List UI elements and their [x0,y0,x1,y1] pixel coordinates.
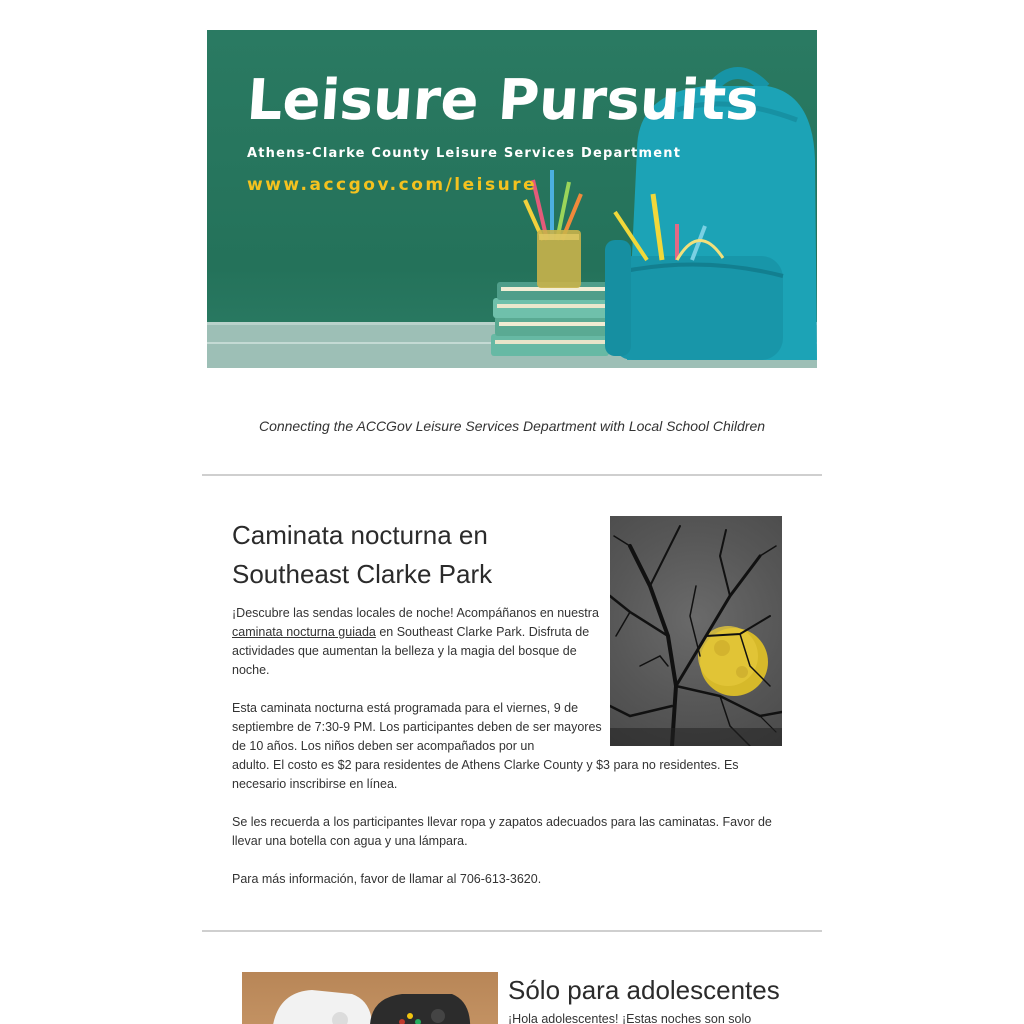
game-controllers-photo [242,972,498,1024]
section-divider [202,930,822,932]
books-icon [491,282,611,356]
article-title-teens: Sólo para adolescentes [508,975,780,1005]
full-moon-tree-photo [610,516,782,746]
tagline: Connecting the ACCGov Leisure Services Department with Local School Children [258,418,766,434]
banner-department: Athens-Clarke County Leisure Services Department [247,146,682,161]
article-title-night-hike [232,516,602,594]
article-title-line: Caminata nocturna en [232,520,488,550]
section-divider [202,474,822,476]
article-paragraph-reminder: Se les recuerda a los participantes llevar ropa y zapatos adecuados para las caminatas. Favor de llevar una botella con agua y una lámpara. [232,815,772,848]
paragraph-text: en Southeast Clarke Park. Disfruta de actividades que aumentan la belleza y la magia del bosque de noche. [232,625,590,677]
header-banner [207,30,817,368]
article-paragraph [232,604,602,680]
guided-night-hike-link[interactable]: caminata nocturna guiada [232,625,376,639]
article-paragraph-schedule: Esta caminata nocturna está programada para el viernes, 9 de septiembre de 7:30-9 PM. Los participantes deben de ser mayores de 10 años. Los niños deben ser acompañados por un [232,701,602,753]
paragraph-text: ¡Descubre las sendas locales de noche! Acompáñanos en nuestra [232,606,599,620]
article-paragraph-contact: Para más información, favor de llamar al 706-613-3620. [232,872,542,886]
game-controller-icon [242,972,498,1024]
article-paragraph-teens: ¡Hola adolescentes! ¡Estas noches son solo [508,1012,752,1024]
moon-tree-icon [610,516,782,746]
article-paragraph-schedule-cont: adulto. El costo es $2 para residentes de Athens Clarke County y $3 para no residentes. Es necesario inscribirse en línea. [232,758,739,791]
banner-url: www.accgov.com/leisure [247,175,538,195]
article-title-line: Southeast Clarke Park [232,559,493,589]
banner-title: Leisure Pursuits [244,68,762,133]
